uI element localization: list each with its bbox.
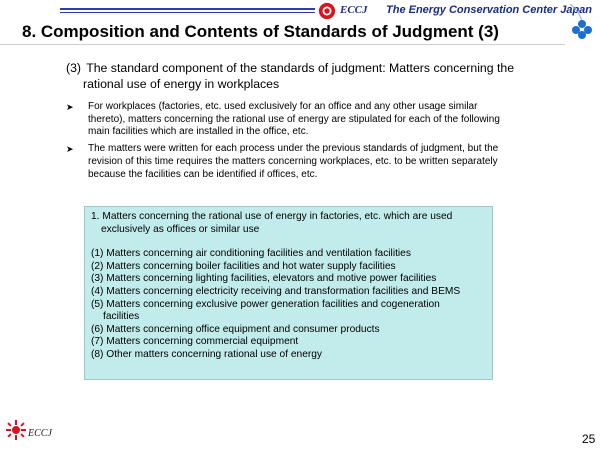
header-bar <box>0 0 600 22</box>
list-item <box>91 273 484 286</box>
list-item-text-cont: facilities <box>103 311 140 323</box>
subtitle-line-2: rational use of energy in workplaces <box>83 77 280 91</box>
section-subtitle <box>66 60 536 92</box>
title-divider <box>0 44 565 45</box>
header-logo-text: ECCJ <box>340 4 368 16</box>
clover-logo-icon <box>568 2 596 42</box>
bullet-line: thereto), matters concerning the rational use of energy are stipulated for each of the following <box>88 113 500 125</box>
list-item-text: (4) Matters concerning electricity receiving and transformation facilities and BEMS <box>91 285 461 297</box>
list-item <box>91 248 484 261</box>
eccj-sun-logo-icon <box>318 2 336 20</box>
box-heading-line-1: 1. Matters concerning the rational use of energy in factories, etc. which are used <box>91 211 453 222</box>
list-item-text: (3) Matters concerning lighting facilities, elevators and motive power facilities <box>91 273 437 285</box>
list-item <box>91 286 484 299</box>
header-org-name: The Energy Conservation Center Japan <box>386 4 592 16</box>
bullet-item <box>62 143 532 181</box>
box-heading <box>91 211 484 236</box>
subtitle-line-1: The standard component of the standards of judgment: Matters concerning the <box>86 61 515 75</box>
list-item-text: (8) Other matters concerning rational use of energy <box>91 348 323 360</box>
list-item-text: (2) Matters concerning boiler facilities and hot water supply facilities <box>91 260 396 272</box>
page-title: 8. Composition and Contents of Standards of Judgment (3) <box>22 22 499 41</box>
box-heading-line-2: exclusively as offices or similar use <box>101 223 260 235</box>
header-rule <box>60 8 315 10</box>
eccj-footer-logo-icon <box>6 420 26 440</box>
subtitle-number: (3) <box>66 61 82 75</box>
list-item <box>91 261 484 274</box>
arrow-bullet-icon: ➤ <box>66 102 74 112</box>
list-item-text: (7) Matters concerning commercial equipment <box>91 336 299 348</box>
list-item <box>91 299 484 324</box>
list-item-text: (5) Matters concerning exclusive power generation facilities and cogeneration <box>91 298 440 310</box>
arrow-bullet-icon: ➤ <box>66 144 74 155</box>
box-spacer <box>91 236 484 248</box>
list-item-text: (1) Matters concerning air conditioning facilities and ventilation facilities <box>91 248 411 260</box>
page-number: 25 <box>582 432 596 446</box>
header-rule-thin <box>60 12 315 13</box>
list-item <box>91 349 484 362</box>
bullet-line: For workplaces (factories, etc. used exclusively for an office and any other usage similar <box>88 101 478 112</box>
bullet-line: main facilities which are installed in the office, etc. <box>88 126 309 138</box>
bullet-item <box>62 101 532 139</box>
list-item-text: (6) Matters concerning office equipment and consumer products <box>91 323 380 335</box>
footer-logo-text: ECCJ <box>28 428 52 439</box>
list-item <box>91 324 484 337</box>
bullet-line: revision of this time requires the matters concerning workplaces, etc. to be written separately <box>88 155 498 167</box>
list-item <box>91 336 484 349</box>
facilities-box <box>84 206 493 380</box>
bullet-list <box>62 101 532 185</box>
bullet-line: because the facilities can be identified if offices, etc. <box>88 168 318 180</box>
bullet-line: The matters were written for each process under the previous standards of judgment, but the <box>88 143 499 155</box>
